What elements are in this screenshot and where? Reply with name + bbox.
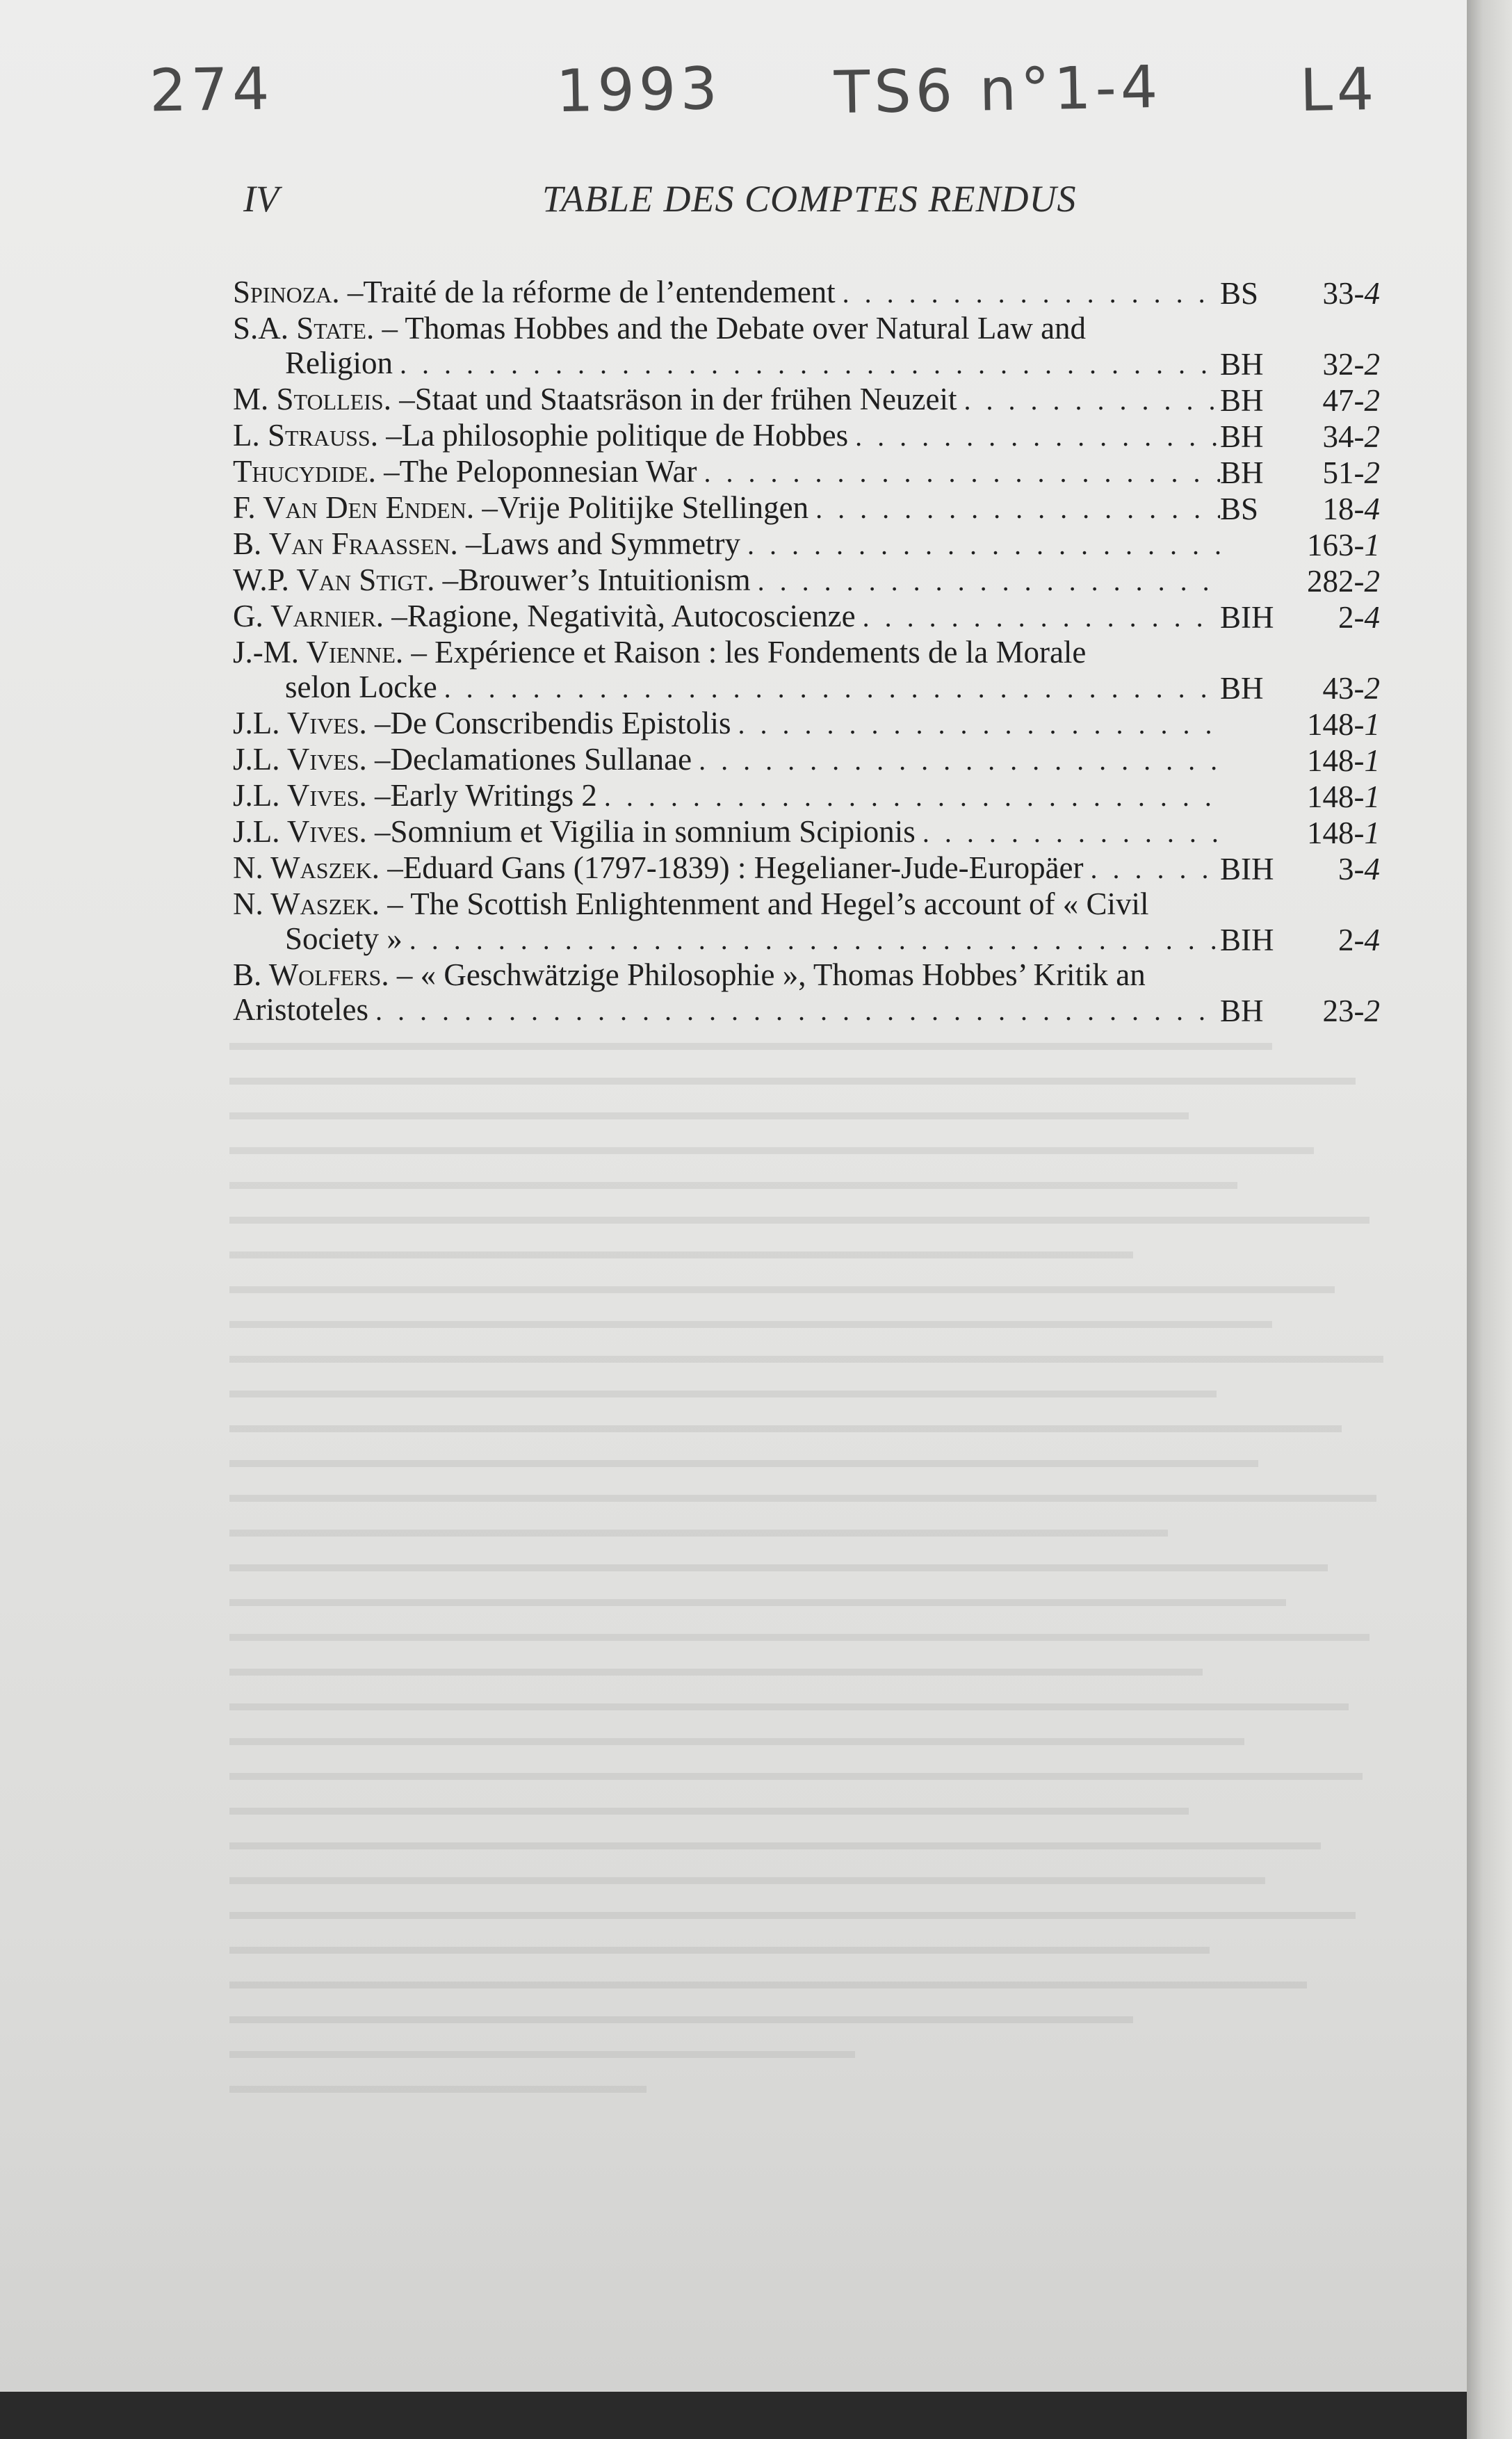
dot-leader [738, 707, 1220, 742]
index-entry [233, 275, 1408, 311]
journal-code: BH [1220, 347, 1264, 382]
page-number: IV [243, 178, 279, 220]
entry-reference [1220, 528, 1380, 562]
entry-title: Somnium et Vigilia in somnium Scipionis [390, 814, 916, 849]
entry-text [233, 850, 1220, 886]
dot-leader [444, 671, 1220, 706]
issue-number [1283, 707, 1380, 742]
entry-title: Eduard Gans (1797-1839) : Hegelianer-Jude-Europäer [403, 850, 1084, 885]
entry-separator: . – [395, 635, 435, 670]
issue-dash: - [1354, 994, 1365, 1028]
entry-text [233, 706, 1220, 742]
entry-author: M. Stolleis [233, 382, 384, 416]
volume-number: 43 [1322, 671, 1354, 706]
entry-title: Ragione, Negatività, Autocoscienze [407, 599, 856, 633]
volume-number: 148 [1307, 707, 1354, 742]
entry-title: The Peloponnesian War [399, 454, 697, 489]
entry-separator: . – [450, 526, 482, 561]
entry-reference [1220, 852, 1380, 886]
issue-dash: - [1354, 528, 1365, 562]
index-entry [233, 850, 1408, 886]
show-through-text [229, 1029, 1411, 2128]
entry-reference [1220, 671, 1380, 706]
entry-title: De Conscribendis Epistolis [390, 706, 731, 740]
entry-first-line [233, 311, 1220, 346]
running-head [0, 177, 1467, 233]
entry-author: N. Waszek [233, 886, 372, 921]
entry-title: Brouwer’s Intuitionism [458, 562, 751, 597]
entry-continuation-line [233, 921, 1220, 957]
index-entry [233, 778, 1408, 814]
issue-dash: - [1354, 492, 1365, 526]
journal-code: BIH [1220, 852, 1274, 886]
issue-dash: - [1354, 600, 1365, 635]
dot-leader [604, 779, 1220, 814]
index-entry [233, 635, 1408, 706]
entry-author: J.L. Vives [233, 814, 359, 849]
entry-reference [1220, 455, 1380, 490]
entry-title: Traité de la réforme de l’entendement [363, 275, 836, 309]
issue-number [1283, 528, 1380, 562]
dot-leader [375, 994, 1220, 1028]
volume-number: 148 [1307, 816, 1354, 850]
issue-number [1283, 347, 1380, 382]
entry-reference [1220, 383, 1380, 418]
volume-number: 32 [1322, 347, 1354, 382]
dot-leader [964, 383, 1220, 418]
entry-author: J.L. Vives [233, 742, 359, 777]
issue-dash: - [1354, 923, 1365, 957]
volume-number: 3 [1338, 852, 1354, 886]
dot-leader [922, 816, 1220, 850]
part-number: 1 [1364, 707, 1380, 742]
entry-author: W.P. Van Stigt [233, 562, 428, 597]
entry-text [233, 957, 1220, 1028]
part-number: 4 [1364, 492, 1380, 526]
entry-separator: . – [366, 311, 405, 346]
review-index-list [233, 275, 1408, 1028]
issue-number [1283, 276, 1380, 311]
entry-title-line: Thomas Hobbes and the Debate over Natural Law and [405, 311, 1087, 346]
issue-number [1283, 600, 1380, 635]
entry-author: B. Wolfers [233, 957, 382, 992]
entry-text [233, 562, 1220, 599]
entry-separator: . – [375, 599, 407, 633]
index-entry [233, 814, 1408, 850]
issue-number [1283, 816, 1380, 850]
issue-dash: - [1354, 743, 1365, 778]
issue-number [1283, 779, 1380, 814]
issue-dash: - [1354, 383, 1365, 418]
index-entry [233, 562, 1408, 599]
issue-number [1283, 564, 1380, 599]
entry-continuation-line [233, 346, 1220, 382]
dot-leader [758, 564, 1220, 599]
dot-leader [747, 528, 1220, 562]
part-number: 2 [1364, 455, 1380, 490]
handwritten-note-4: L4 [1299, 55, 1379, 124]
part-number: 2 [1364, 347, 1380, 382]
dot-leader [409, 923, 1220, 957]
volume-number: 282 [1307, 564, 1354, 599]
entry-reference [1220, 923, 1380, 957]
entry-reference [1220, 707, 1380, 742]
entry-continuation-line [233, 992, 1220, 1028]
part-number: 2 [1364, 419, 1380, 454]
issue-dash: - [1354, 347, 1365, 382]
entry-reference [1220, 779, 1380, 814]
entry-text [233, 311, 1220, 382]
volume-number: 148 [1307, 779, 1354, 814]
volume-number: 163 [1307, 528, 1354, 562]
entry-title-line: selon Locke [285, 670, 437, 704]
entry-text [233, 418, 1220, 454]
entry-author: Spinoza [233, 275, 332, 309]
index-entry [233, 418, 1408, 454]
entry-text [233, 742, 1220, 778]
entry-separator: . – [371, 850, 403, 885]
journal-code: BH [1220, 383, 1264, 418]
issue-dash: - [1354, 779, 1365, 814]
issue-number [1283, 743, 1380, 778]
issue-dash: - [1354, 707, 1365, 742]
index-entry [233, 742, 1408, 778]
dot-leader [1091, 852, 1220, 886]
entry-reference [1220, 743, 1380, 778]
entry-title: Declamationes Sullanae [390, 742, 692, 777]
entry-separator: . – [332, 275, 364, 309]
dot-leader [699, 743, 1220, 778]
entry-author: L. Strauss [233, 418, 371, 453]
entry-first-line [233, 957, 1220, 992]
dot-leader [400, 347, 1220, 382]
entry-text [233, 814, 1220, 850]
entry-separator: . – [359, 778, 391, 813]
entry-text [233, 382, 1220, 418]
volume-number: 2 [1338, 923, 1354, 957]
handwritten-note-3: TS6 n°1-4 [834, 52, 1163, 127]
entry-title: La philosophie politique de Hobbes [401, 418, 849, 453]
journal-code: BH [1220, 455, 1264, 490]
entry-reference [1220, 419, 1380, 454]
part-number: 2 [1364, 671, 1380, 706]
entry-first-line [233, 886, 1220, 921]
entry-reference [1220, 600, 1380, 635]
part-number: 4 [1364, 852, 1380, 886]
entry-reference [1220, 994, 1380, 1028]
entry-reference [1220, 347, 1380, 382]
issue-number [1283, 383, 1380, 418]
entry-text [233, 599, 1220, 635]
issue-dash: - [1354, 671, 1365, 706]
part-number: 2 [1364, 994, 1380, 1028]
volume-number: 23 [1322, 994, 1354, 1028]
journal-code: BS [1220, 276, 1259, 311]
entry-reference [1220, 276, 1380, 311]
handwritten-note-2: 1993 [555, 54, 722, 126]
page-title: TABLE DES COMPTES RENDUS [542, 178, 1077, 220]
volume-number: 47 [1322, 383, 1354, 418]
entry-separator: . – [370, 418, 402, 453]
issue-number [1283, 419, 1380, 454]
entry-separator: . – [359, 706, 391, 740]
part-number: 4 [1364, 923, 1380, 957]
dot-leader [704, 455, 1220, 490]
volume-number: 34 [1322, 419, 1354, 454]
journal-code: BH [1220, 671, 1264, 706]
entry-title-line: « Geschwätzige Philosophie », Thomas Hobbes’ Kritik an [420, 957, 1146, 992]
entry-text [233, 778, 1220, 814]
entry-reference [1220, 492, 1380, 526]
index-entry [233, 311, 1408, 382]
issue-dash: - [1354, 816, 1365, 850]
part-number: 2 [1364, 383, 1380, 418]
volume-number: 2 [1338, 600, 1354, 635]
entry-text [233, 454, 1220, 490]
entry-reference [1220, 564, 1380, 599]
issue-number [1283, 994, 1380, 1028]
journal-code: BH [1220, 419, 1264, 454]
entry-author: J.L. Vives [233, 706, 359, 740]
entry-text [233, 526, 1220, 562]
entry-separator: . – [466, 490, 498, 525]
dot-leader [815, 492, 1220, 526]
part-number: 4 [1364, 600, 1380, 635]
entry-title: Early Writings 2 [390, 778, 597, 813]
entry-title-line: Expérience et Raison : les Fondements de la Morale [434, 635, 1087, 670]
entry-separator: . – [383, 382, 415, 416]
index-entry [233, 886, 1408, 957]
journal-code: BH [1220, 994, 1264, 1028]
issue-dash: - [1354, 276, 1365, 311]
entry-author: F. Van Den Enden [233, 490, 466, 525]
index-entry [233, 454, 1408, 490]
entry-author: N. Waszek [233, 850, 372, 885]
issue-dash: - [1354, 564, 1365, 599]
issue-number [1283, 492, 1380, 526]
entry-title-line: Society » [285, 921, 403, 956]
entry-text [233, 886, 1220, 957]
entry-first-line [233, 635, 1220, 670]
issue-dash: - [1354, 419, 1365, 454]
volume-number: 148 [1307, 743, 1354, 778]
part-number: 1 [1364, 816, 1380, 850]
issue-number [1283, 671, 1380, 706]
volume-number: 33 [1322, 276, 1354, 311]
entry-author: J.L. Vives [233, 778, 359, 813]
volume-number: 51 [1322, 455, 1354, 490]
entry-separator: . – [359, 742, 391, 777]
entry-title: Laws and Symmetry [481, 526, 740, 561]
entry-author: S.A. State [233, 311, 366, 346]
dot-leader [863, 600, 1220, 635]
entry-title-line: Religion [285, 346, 393, 380]
part-number: 1 [1364, 779, 1380, 814]
entry-continuation-line [233, 670, 1220, 706]
entry-title-line: Aristoteles [233, 992, 368, 1027]
scan-bottom-edge [0, 2392, 1467, 2439]
part-number: 1 [1364, 528, 1380, 562]
entry-separator: . – [371, 886, 411, 921]
entry-author: G. Varnier [233, 599, 376, 633]
page-edge [1467, 0, 1512, 2439]
index-entry [233, 382, 1408, 418]
entry-author: Thucydide [233, 454, 368, 489]
entry-text [233, 635, 1220, 706]
entry-title-line: The Scottish Enlightenment and Hegel’s account of « Civil [410, 886, 1149, 921]
index-entry [233, 706, 1408, 742]
issue-number [1283, 455, 1380, 490]
entry-separator: . – [359, 814, 391, 849]
entry-text [233, 275, 1220, 311]
entry-author: J.-M. Vienne [233, 635, 396, 670]
journal-code: BIH [1220, 923, 1274, 957]
entry-separator: . – [381, 957, 421, 992]
issue-number [1283, 923, 1380, 957]
issue-number [1283, 852, 1380, 886]
index-entry [233, 490, 1408, 526]
entry-title: Staat und Staatsräson in der frühen Neuzeit [414, 382, 957, 416]
dot-leader [843, 276, 1220, 311]
entry-title: Vrije Politijke Stellingen [497, 490, 809, 525]
issue-dash: - [1354, 852, 1365, 886]
entry-author: B. Van Fraassen [233, 526, 450, 561]
index-entry [233, 599, 1408, 635]
journal-code: BIH [1220, 600, 1274, 635]
handwritten-note-1: 274 [149, 54, 275, 125]
part-number: 2 [1364, 564, 1380, 599]
part-number: 1 [1364, 743, 1380, 778]
issue-dash: - [1354, 455, 1365, 490]
index-entry [233, 957, 1408, 1028]
entry-text [233, 490, 1220, 526]
part-number: 4 [1364, 276, 1380, 311]
dot-leader [855, 419, 1220, 454]
journal-code: BS [1220, 492, 1259, 526]
entry-reference [1220, 816, 1380, 850]
index-entry [233, 526, 1408, 562]
entry-separator: . – [427, 562, 459, 597]
entry-separator: . – [368, 454, 400, 489]
volume-number: 18 [1322, 492, 1354, 526]
